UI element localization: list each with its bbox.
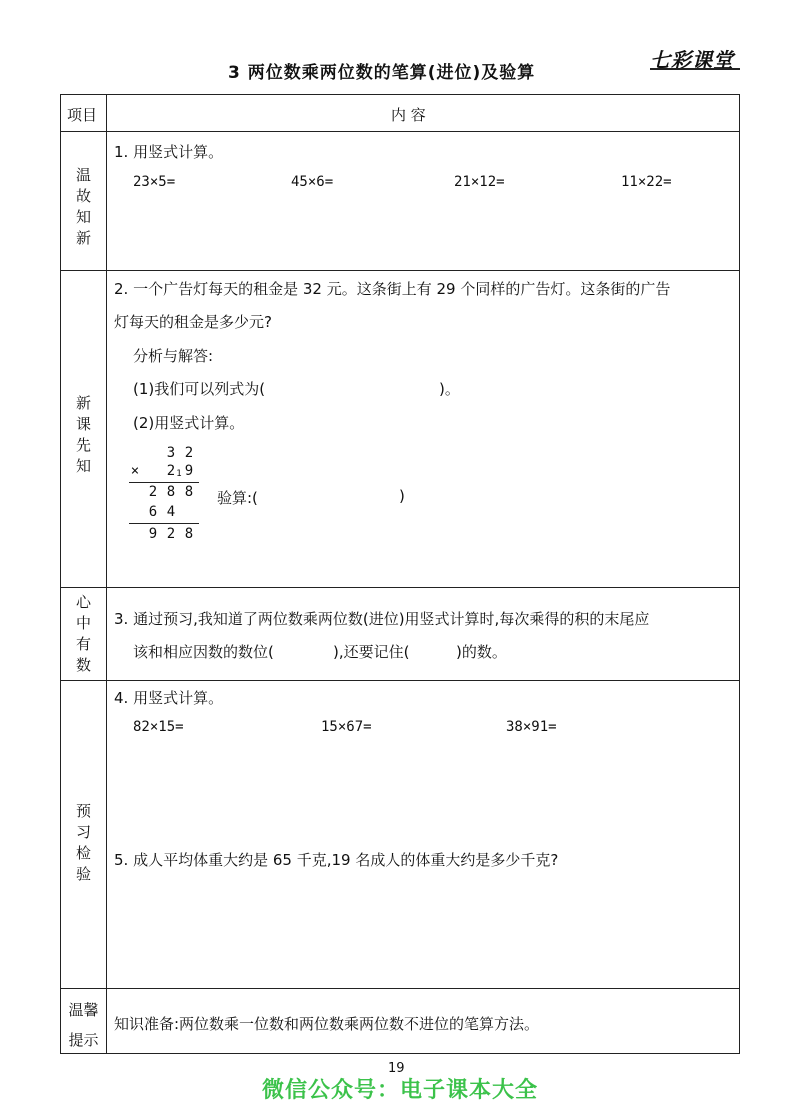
digit: 3 [166,445,176,461]
q2-analysis: 分析与解答: [133,347,214,365]
section-label-tip: 温馨 提示 [68,1001,99,1049]
q1-prompt: 1. 用竖式计算。 [114,143,224,161]
section-label-new-lesson: 新 课 先 知 [75,394,91,475]
calc-rule [129,482,199,483]
q1-problem: 23×5= [133,174,176,190]
q4-problem: 38×91= [506,719,557,735]
calc-rule [129,523,199,524]
row-divider [61,270,739,271]
digit: 2 [184,445,194,461]
q3-text-line2b: ),还要记住( [333,643,410,661]
row-divider [61,680,739,681]
q1-problem: 11×22= [621,174,672,190]
q4-problem: 15×67= [321,719,372,735]
q2-verify-open: 验算:( [217,489,258,507]
row-divider [61,988,739,989]
row-divider [61,131,739,132]
q5-text: 5. 成人平均体重大约是 65 千克,19 名成人的体重大约是多少千克? [114,851,559,869]
column-header-project: 项目 [67,106,98,124]
logo-underline [650,68,740,70]
section-label-review: 温 故 知 新 [75,166,91,247]
digit: 8 [166,484,176,500]
column-divider [106,95,107,1053]
digit: 2 [166,526,176,542]
q3-text-line2a: 该和相应因数的数位( [133,643,274,661]
watermark: 微信公众号：电子课本大全 [261,1078,538,1103]
worksheet-table [60,94,740,1054]
digit: 6 [148,504,158,520]
q1-problem: 45×6= [291,174,334,190]
q1-problem: 21×12= [454,174,505,190]
digit: 4 [166,504,176,520]
q4-problem: 82×15= [133,719,184,735]
q2-step1-open: (1)我们可以列式为( [133,380,266,398]
q2-step2: (2)用竖式计算。 [133,414,245,432]
section-label-summary: 心 中 有 数 [75,593,91,674]
digit: 9 [184,463,194,479]
q2-text-line2: 灯每天的租金是多少元? [114,313,272,331]
carry-digit: 1 [176,469,182,479]
page-number: 19 [388,1061,405,1076]
q2-text-line1: 2. 一个广告灯每天的租金是 32 元。这条街上有 29 个同样的广告灯。这条街的广告 [114,280,671,298]
digit: 2 [166,463,176,479]
digit: 2 [148,484,158,500]
times-sign: × [130,463,140,479]
digit: 8 [184,526,194,542]
digit: 9 [148,526,158,542]
digit: 8 [184,484,194,500]
tip-text: 知识准备:两位数乘一位数和两位数乘两位数不进位的笔算方法。 [114,1015,540,1033]
q2-step1-close: )。 [439,380,460,398]
q4-prompt: 4. 用竖式计算。 [114,689,224,707]
section-label-preview-check: 预 习 检 验 [75,802,91,883]
brand-logo: 七彩课堂 [650,48,734,72]
row-divider [61,587,739,588]
page-title: 3 两位数乘两位数的笔算(进位)及验算 [228,63,536,83]
q3-text-line2c: )的数。 [456,643,507,661]
column-header-content: 内 容 [391,106,426,124]
q3-text-line1: 3. 通过预习,我知道了两位数乘两位数(进位)用竖式计算时,每次乘得的积的末尾应 [114,610,650,628]
q2-verify-close: ) [399,487,405,505]
